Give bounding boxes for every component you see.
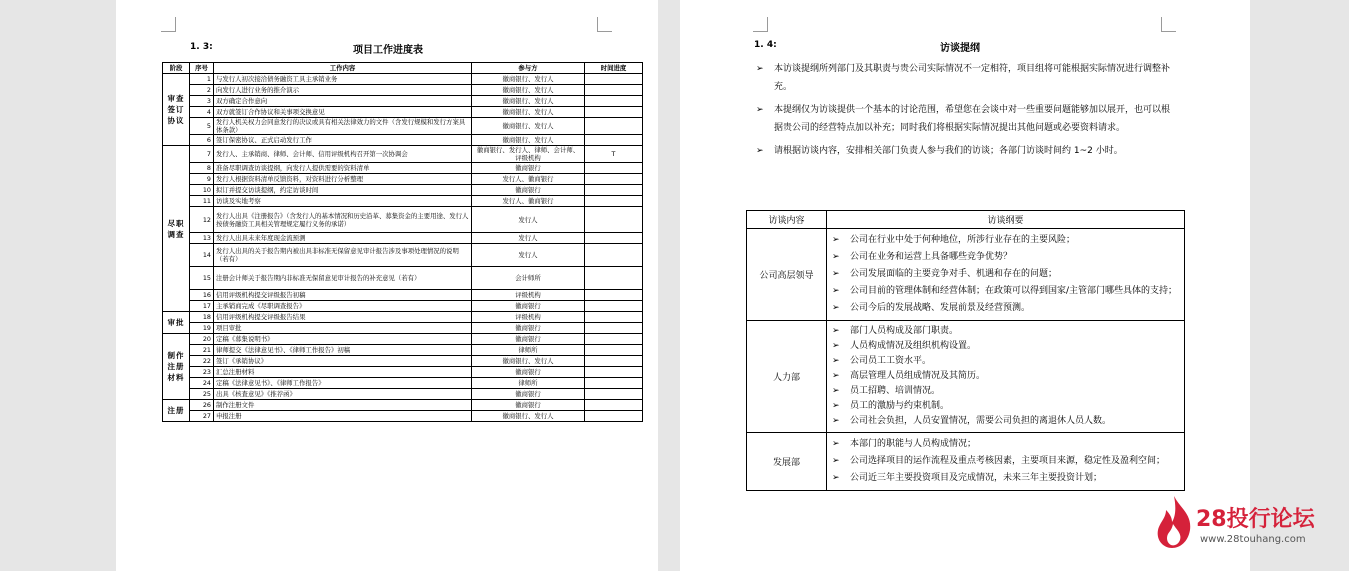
stage-cell: 审批 [163, 312, 190, 334]
department-cell: 发展部 [747, 433, 827, 491]
content-cell: 发行人出具的关于报告期内被出具非标准无保留意见审计报告涉及事项处理情况的说明（若有） [214, 244, 472, 267]
party-cell: 评级机构 [472, 290, 585, 301]
time-cell [585, 356, 643, 367]
outline-item: ➢ 人员构成情况及组织机构设置。 [828, 339, 1183, 354]
seq-cell: 5 [190, 118, 214, 135]
party-cell: 评级机构 [472, 312, 585, 323]
page-corner-mark [753, 17, 768, 32]
outline-cell [827, 433, 1185, 491]
outline-item: ➢ 公司社会负担，人员安置情况，需要公司负担的离退休人员人数。 [828, 414, 1183, 429]
time-cell [585, 107, 643, 118]
table-row [747, 229, 1185, 321]
outline-item: ➢ 公司员工工资水平。 [828, 354, 1183, 369]
time-cell [585, 96, 643, 107]
time-cell [585, 267, 643, 290]
intro-bullet: ➢ 本访谈提纲所列部门及其职责与贵公司实际情况不一定相符，项目组将可能根据实际情况进行调整补充。 [756, 60, 1172, 96]
table-row [163, 207, 643, 233]
progress-table [162, 62, 643, 422]
table-row [163, 301, 643, 312]
seq-cell: 1 [190, 74, 214, 85]
table-row [163, 135, 643, 146]
time-cell [585, 74, 643, 85]
department-cell: 人力部 [747, 321, 827, 433]
table-row [163, 107, 643, 118]
table-row [163, 163, 643, 174]
seq-cell: 17 [190, 301, 214, 312]
seq-cell: 15 [190, 267, 214, 290]
content-cell: 准备尽职调查访谈提纲，向发行人提供需要的资料清单 [214, 163, 472, 174]
stage-cell: 审查签订协议 [163, 74, 190, 146]
party-cell: 律师所 [472, 378, 585, 389]
party-cell: 徽商银行 [472, 367, 585, 378]
table-row [163, 290, 643, 301]
outline-item: ➢ 部门人员构成及部门职责。 [828, 324, 1183, 339]
time-cell [585, 207, 643, 233]
intro-bullet-list [756, 60, 1172, 165]
seq-cell: 11 [190, 196, 214, 207]
time-cell [585, 233, 643, 244]
outline-item: ➢ 公司发展面临的主要竞争对手、机遇和存在的问题； [828, 266, 1183, 283]
content-cell: 拟订并提交访谈提纲，约定访谈时间 [214, 185, 472, 196]
time-cell [585, 345, 643, 356]
table-row [747, 433, 1185, 491]
content-cell: 发行人根据资料清单反馈资料，对资料进行分析整理 [214, 174, 472, 185]
time-cell [585, 378, 643, 389]
table-row [163, 146, 643, 163]
table-row [163, 74, 643, 85]
party-cell: 徽商银行 [472, 334, 585, 345]
content-cell: 双方确定合作意向 [214, 96, 472, 107]
section-title: 访谈提纲 [940, 43, 980, 54]
outline-item: ➢ 本部门的职能与人员构成情况； [828, 436, 1183, 453]
party-cell: 发行人 [472, 233, 585, 244]
seq-cell: 8 [190, 163, 214, 174]
table-row [163, 118, 643, 135]
time-cell [585, 85, 643, 96]
content-cell: 项目审批 [214, 323, 472, 334]
outline-item: ➢ 公司目前的管理体制和经营体制；在政策可以得到国家/主管部门哪些具体的支持； [828, 283, 1183, 300]
seq-cell: 7 [190, 146, 214, 163]
table-row [163, 345, 643, 356]
content-cell: 律师提交《法律意见书》、《律师工作报告》初稿 [214, 345, 472, 356]
section-title: 项目工作进度表 [353, 45, 423, 56]
table-row [163, 356, 643, 367]
party-cell: 徽商银行 [472, 185, 585, 196]
page-corner-mark [1161, 17, 1176, 32]
document-page-left [116, 0, 658, 571]
seq-cell: 3 [190, 96, 214, 107]
party-cell: 徽商银行、发行人 [472, 118, 585, 135]
outline-item: ➢ 公司选择项目的运作流程及重点考核因素，主要项目来源，稳定性及盈利空间； [828, 453, 1183, 470]
table-row [747, 321, 1185, 433]
party-cell: 会计师所 [472, 267, 585, 290]
table-header-cell: 参与方 [472, 63, 585, 74]
seq-cell: 12 [190, 207, 214, 233]
outline-item: ➢ 公司近三年主要投资项目及完成情况，未来三年主要投资计划； [828, 470, 1183, 487]
table-header-cell: 时间进度 [585, 63, 643, 74]
table-row [163, 312, 643, 323]
seq-cell: 25 [190, 389, 214, 400]
outline-item: ➢ 员工的激励与约束机制。 [828, 399, 1183, 414]
time-cell [585, 163, 643, 174]
stage-cell: 制作注册材料 [163, 334, 190, 400]
content-cell: 双方就签订合作协议和关事项交换意见 [214, 107, 472, 118]
content-cell: 制作注册文件 [214, 400, 472, 411]
document-page-right [680, 0, 1250, 571]
content-cell: 信用评级机构提交评级报告初稿 [214, 290, 472, 301]
party-cell: 徽商银行、发行人 [472, 96, 585, 107]
flame-logo-icon [1154, 494, 1194, 550]
outline-item: ➢ 公司在行业中处于何种地位，所涉行业存在的主要风险； [828, 232, 1183, 249]
section-number: 1. 3: [190, 42, 213, 52]
time-cell [585, 312, 643, 323]
seq-cell: 24 [190, 378, 214, 389]
time-cell [585, 118, 643, 135]
party-cell: 徽商银行、发行人 [472, 107, 585, 118]
outline-cell [827, 229, 1185, 321]
table-row [163, 85, 643, 96]
content-cell: 出具《核査意见》《推荐函》 [214, 389, 472, 400]
page-corner-mark [161, 17, 176, 32]
time-cell [585, 301, 643, 312]
seq-cell: 27 [190, 411, 214, 422]
content-cell: 访谈及实地考察 [214, 196, 472, 207]
party-cell: 徽商银行、发行人 [472, 356, 585, 367]
seq-cell: 26 [190, 400, 214, 411]
content-cell: 申报注册 [214, 411, 472, 422]
seq-cell: 19 [190, 323, 214, 334]
seq-cell: 4 [190, 107, 214, 118]
table-row [163, 185, 643, 196]
table-row [163, 196, 643, 207]
seq-cell: 9 [190, 174, 214, 185]
party-cell: 发行人 [472, 244, 585, 267]
content-cell: 定稿《募集说明书》 [214, 334, 472, 345]
party-cell: 徽商银行 [472, 400, 585, 411]
content-cell: 信用评级机构提交评级报告结果 [214, 312, 472, 323]
content-cell: 注册会计师关于报告期内非标准无保留意见审计报告的补充意见（若有） [214, 267, 472, 290]
outline-item: ➢ 高层管理人员组成情况及其简历。 [828, 369, 1183, 384]
party-cell: 徽商银行、发行人 [472, 74, 585, 85]
party-cell: 徽商银行 [472, 301, 585, 312]
time-cell [585, 323, 643, 334]
party-cell: 徽商银行、发行人 [472, 85, 585, 96]
table-header-cell: 工作内容 [214, 63, 472, 74]
time-cell [585, 135, 643, 146]
content-cell: 汇总注册材料 [214, 367, 472, 378]
intro-bullet: ➢ 请根据访谈内容，安排相关部门负责人参与我们的访谈；各部门访谈时间约 1~2 小时。 [756, 142, 1172, 160]
table-row [163, 96, 643, 107]
content-cell: 发行人出具未来年度现金流预测 [214, 233, 472, 244]
table-row [163, 367, 643, 378]
party-cell: 徽商银行、发行人 [472, 411, 585, 422]
table-header-cell: 序号 [190, 63, 214, 74]
table-row [163, 233, 643, 244]
table-header-cell: 访谈纲要 [827, 211, 1185, 229]
interview-table [746, 210, 1185, 491]
time-cell [585, 334, 643, 345]
seq-cell: 23 [190, 367, 214, 378]
table-header-cell: 阶段 [163, 63, 190, 74]
department-cell: 公司高层领导 [747, 229, 827, 321]
time-cell [585, 389, 643, 400]
content-cell: 主承销商完成《尽职调查报告》 [214, 301, 472, 312]
party-cell: 律师所 [472, 345, 585, 356]
party-cell: 徽商银行 [472, 389, 585, 400]
time-cell [585, 174, 643, 185]
seq-cell: 20 [190, 334, 214, 345]
watermark-url: www.28touhang.com [1200, 534, 1306, 545]
seq-cell: 18 [190, 312, 214, 323]
content-cell: 向发行人进行业务的推介演示 [214, 85, 472, 96]
page-corner-mark [597, 17, 612, 32]
content-cell: 与发行人初次接洽债务融资工具主承销业务 [214, 74, 472, 85]
table-row [163, 378, 643, 389]
content-cell: 发行人、主承销商、律师、会计师、信用评级机构召开第一次协调会 [214, 146, 472, 163]
content-cell: 签订保密协议、正式启动发行工作 [214, 135, 472, 146]
content-cell: 定稿《法律意见书》、《律师工作报告》 [214, 378, 472, 389]
time-cell [585, 411, 643, 422]
watermark-brand: 28投行论坛 [1196, 507, 1315, 532]
content-cell: 发行人出具《注册报告》（含发行人的基本情况和历史沿革、募集资金的主要用途、发行人按债务融资工具相关管理规定履行义务的承诺） [214, 207, 472, 233]
time-cell [585, 196, 643, 207]
stage-cell: 注册 [163, 400, 190, 422]
intro-bullet: ➢ 本提纲仅为访谈提供一个基本的讨论范围，希望您在会谈中对一些重要问题能够加以展开，也可以根据贵公司的经营特点加以补充；同时我们将根据实际情况提出其他问题或必要资料请求。 [756, 101, 1172, 137]
seq-cell: 21 [190, 345, 214, 356]
time-cell [585, 400, 643, 411]
time-cell: T [585, 146, 643, 163]
party-cell: 徽商银行 [472, 163, 585, 174]
table-row [163, 267, 643, 290]
outline-item: ➢ 公司在业务和运营上具备哪些竞争优势？ [828, 249, 1183, 266]
seq-cell: 22 [190, 356, 214, 367]
seq-cell: 16 [190, 290, 214, 301]
party-cell: 发行人 [472, 207, 585, 233]
content-cell: 签订《承销协议》 [214, 356, 472, 367]
time-cell [585, 290, 643, 301]
seq-cell: 13 [190, 233, 214, 244]
table-row [163, 244, 643, 267]
outline-item: ➢ 员工招聘、培训情况。 [828, 384, 1183, 399]
forum-watermark [1154, 494, 1334, 554]
seq-cell: 2 [190, 85, 214, 96]
content-cell: 发行人机关权力会同意发行的决议或具有相关法律效力的文件（含发行规模和发行方案具体条款） [214, 118, 472, 135]
table-row [163, 400, 643, 411]
table-row [163, 411, 643, 422]
time-cell [585, 185, 643, 196]
section-number: 1. 4: [754, 40, 777, 50]
table-row [163, 334, 643, 345]
party-cell: 发行人、徽商银行 [472, 196, 585, 207]
table-row [163, 389, 643, 400]
party-cell: 徽商银行、发行人 [472, 135, 585, 146]
party-cell: 徽商银行、发行人、律师、会计师、评级机构 [472, 146, 585, 163]
outline-item: ➢ 公司今后的发展战略、发展前景及经营预测。 [828, 300, 1183, 317]
seq-cell: 10 [190, 185, 214, 196]
table-header-cell: 访谈内容 [747, 211, 827, 229]
table-header-row [163, 63, 643, 74]
outline-cell [827, 321, 1185, 433]
table-row [163, 323, 643, 334]
stage-cell: 尽职调查 [163, 146, 190, 312]
time-cell [585, 244, 643, 267]
party-cell: 发行人、徽商银行 [472, 174, 585, 185]
table-row [163, 174, 643, 185]
seq-cell: 6 [190, 135, 214, 146]
seq-cell: 14 [190, 244, 214, 267]
time-cell [585, 367, 643, 378]
table-header-row [747, 211, 1185, 229]
party-cell: 徽商银行 [472, 323, 585, 334]
